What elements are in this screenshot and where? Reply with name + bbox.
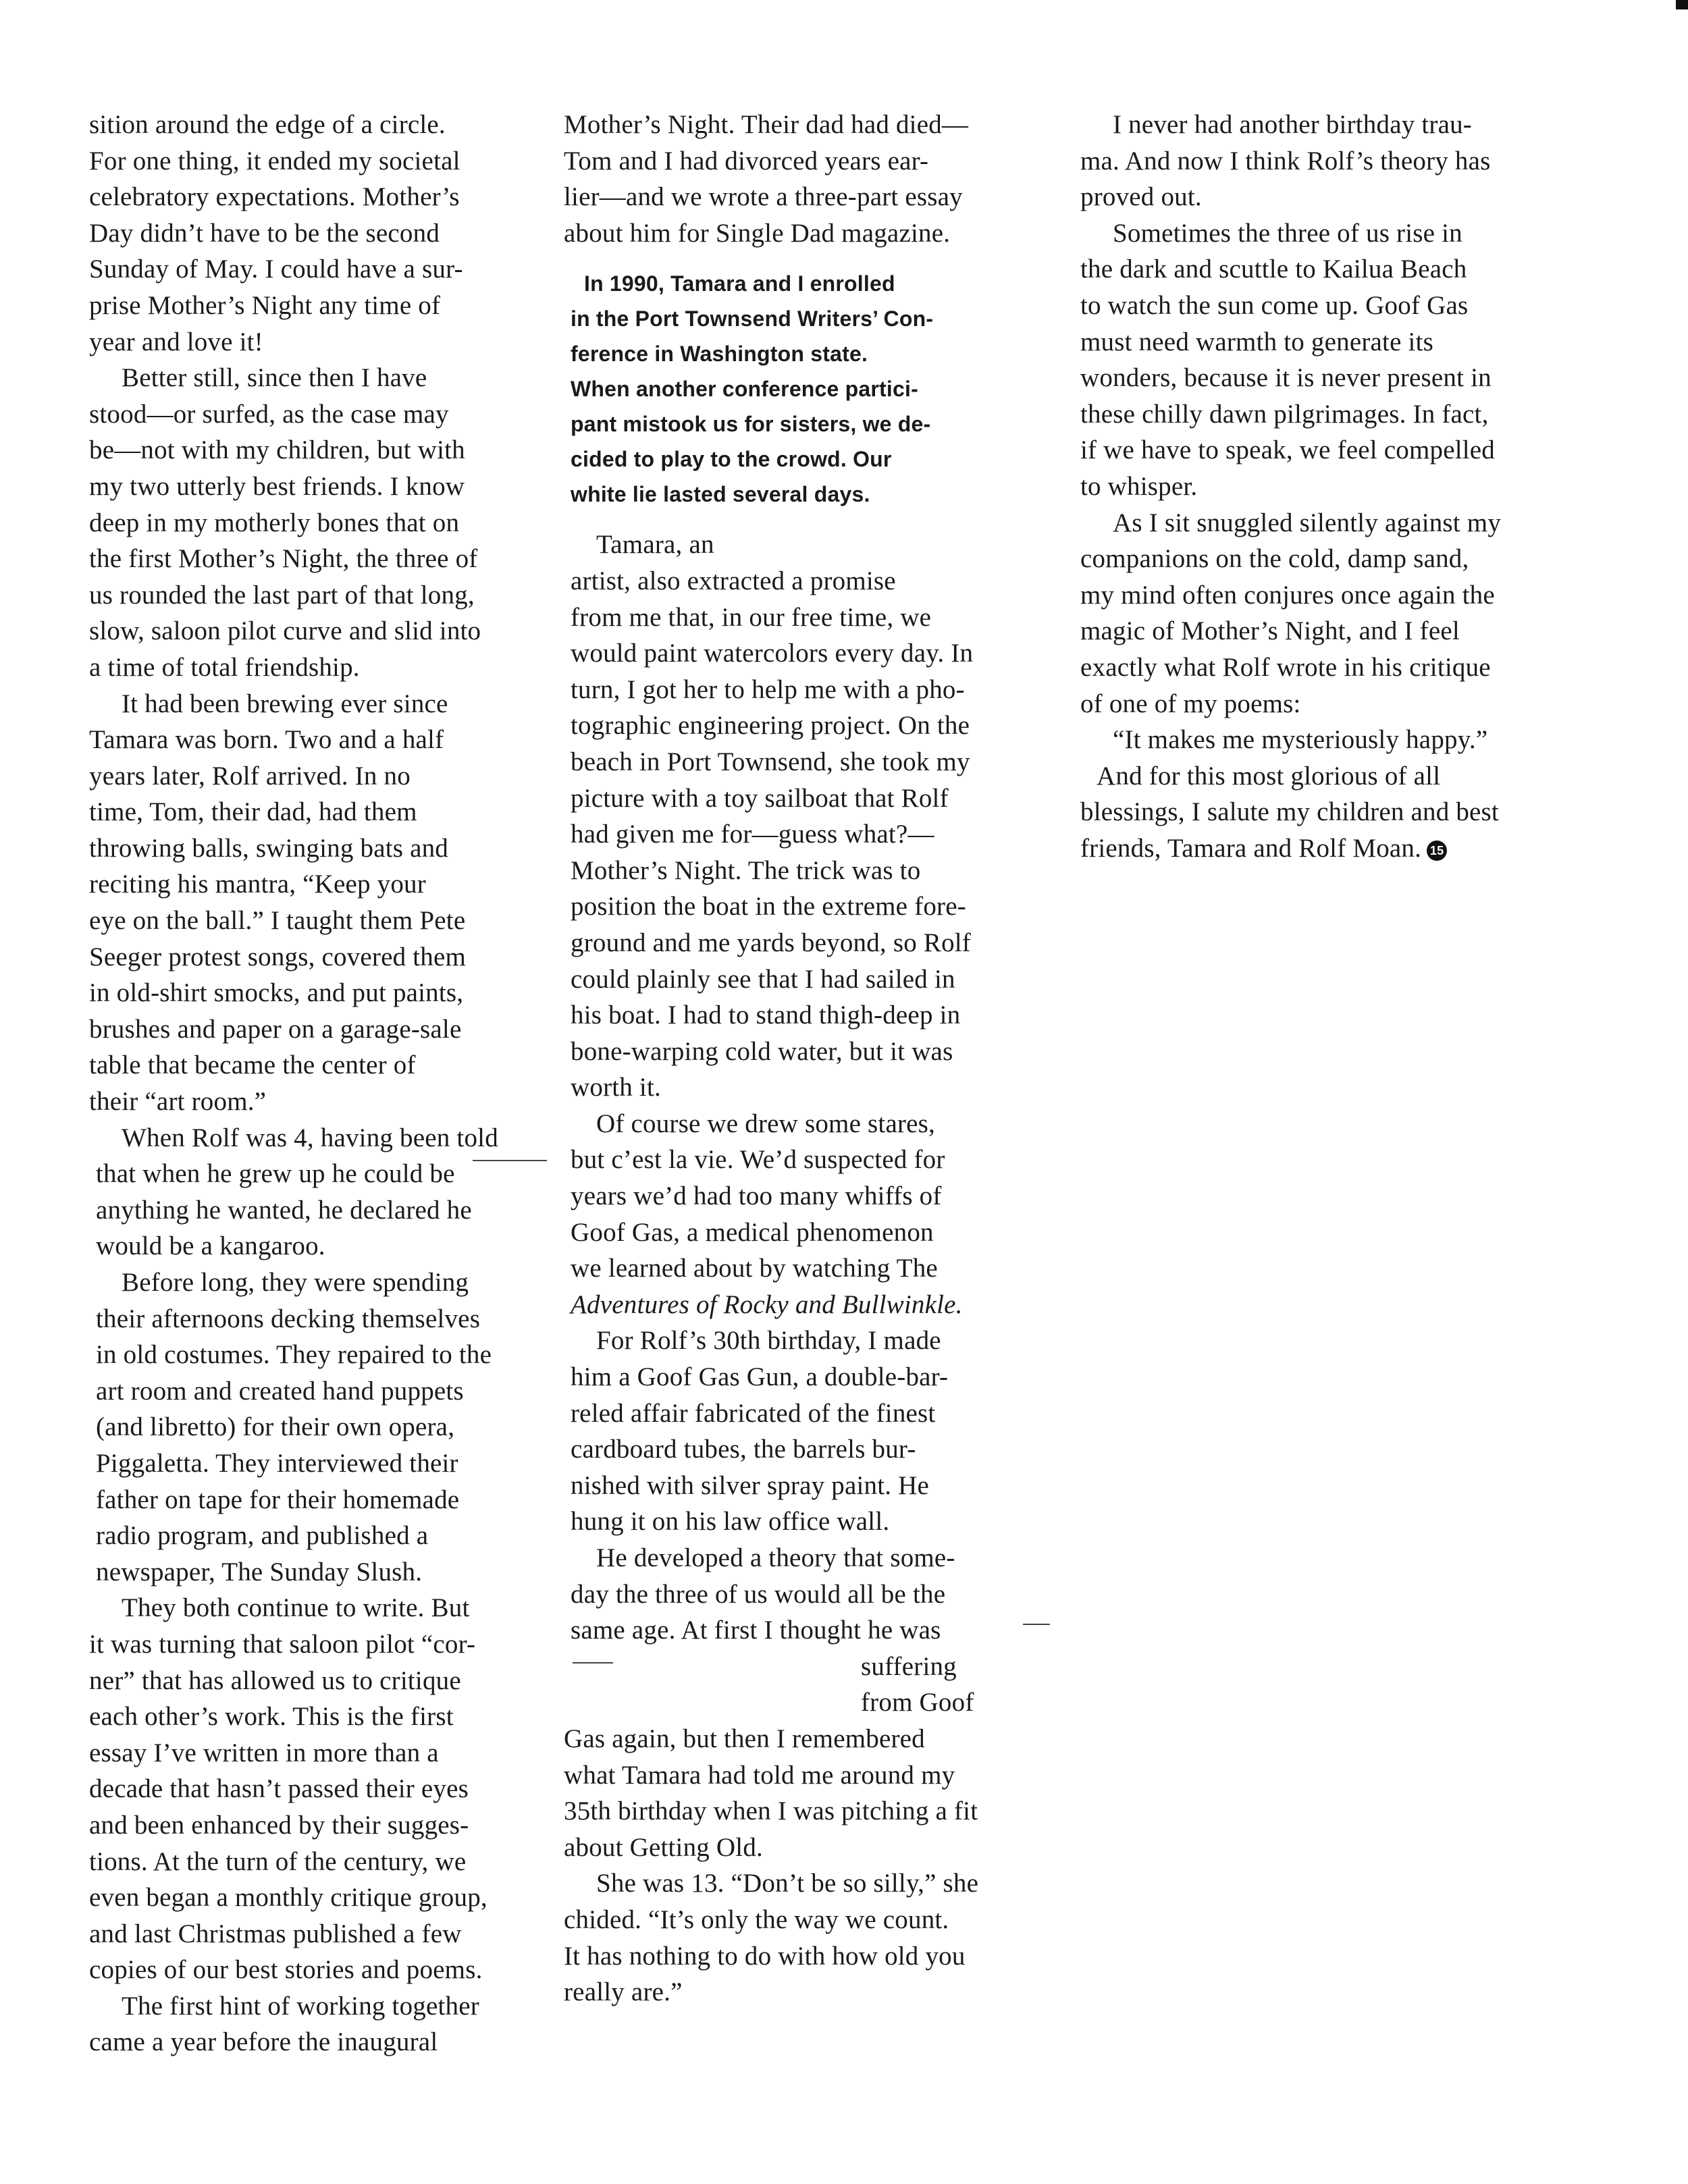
text-line: to whisper. xyxy=(1080,471,1198,501)
text-line: essay I’ve written in more than a xyxy=(89,1738,439,1767)
text-line: cardboard tubes, the barrels bur- xyxy=(571,1435,916,1464)
text-line: artist, also extracted a promise xyxy=(571,566,896,595)
pull-quote-line: cided to play to the crowd. Our xyxy=(571,447,892,472)
text-line: stood—or surfed, as the case may xyxy=(89,399,449,429)
text-line: newspaper, The Sunday Slush. xyxy=(96,1557,423,1587)
text-line: a time of total friendship. xyxy=(89,652,360,682)
text-line: the dark and scuttle to Kailua Beach xyxy=(1080,255,1467,284)
text-line: Seeger protest songs, covered them xyxy=(89,942,467,971)
paragraph-start: Of course we drew some stares, xyxy=(596,1109,935,1138)
text-line: throwing balls, swinging bats and xyxy=(89,833,448,863)
paragraph-start: Sometimes the three of us rise in xyxy=(1113,218,1462,248)
text-line: nished with silver spray paint. He xyxy=(571,1470,930,1500)
text-line: really are.” xyxy=(564,1977,683,2007)
text-line: their “art room.” xyxy=(89,1087,267,1117)
text-line: tions. At the turn of the century, we xyxy=(89,1846,467,1876)
text-line: him a Goof Gas Gun, a double-bar- xyxy=(571,1362,949,1392)
text-line: us rounded the last part of that long, xyxy=(89,580,475,610)
text-column-2 xyxy=(564,107,1050,2010)
pull-quote-line: In 1990, Tamara and I enrolled xyxy=(584,271,895,296)
text-column-1 xyxy=(89,107,562,2060)
text-line: ground and me yards beyond, so Rolf xyxy=(571,928,971,957)
text-line: in old-shirt smocks, and put paints, xyxy=(89,978,464,1008)
text-line: deep in my motherly bones that on xyxy=(89,508,460,537)
text-line: could plainly see that I had sailed in xyxy=(571,964,955,994)
text-line: if we have to speak, we feel compelled xyxy=(1080,435,1496,465)
text-line: and been enhanced by their sugges- xyxy=(89,1810,469,1840)
text-line: 35th birthday when I was pitching a fit xyxy=(564,1796,978,1826)
text-line: father on tape for their homemade xyxy=(96,1485,460,1514)
text-line: but c’est la vie. We’d suspected for xyxy=(571,1145,945,1175)
text-line: his boat. I had to stand thigh-deep in xyxy=(571,1001,961,1030)
text-line: magic of Mother’s Night, and I feel xyxy=(1080,616,1460,646)
paragraph-start: Before long, they were spending xyxy=(122,1268,469,1297)
scan-corner-mark xyxy=(1676,0,1688,9)
text-line: decade that hasn’t passed their eyes xyxy=(89,1774,469,1804)
scan-rule xyxy=(573,1662,613,1663)
pull-quote-line: in the Port Townsend Writers’ Con- xyxy=(571,307,934,331)
text-line: about him for Single Dad magazine. xyxy=(564,218,951,248)
text-line: these chilly dawn pilgrimages. In fact, xyxy=(1080,399,1489,429)
text-line: Day didn’t have to be the second xyxy=(89,218,440,248)
text-line: Gas again, but then I remembered xyxy=(564,1724,925,1753)
text-line: turn, I got her to help me with a pho- xyxy=(571,674,965,704)
text-line: that when he grew up he could be xyxy=(96,1159,455,1189)
text-line: came a year before the inaugural xyxy=(89,2027,438,2057)
text-line: what Tamara had told me around my xyxy=(564,1760,955,1790)
text-line: the first Mother’s Night, the three of xyxy=(89,544,478,574)
text-line: from Goof xyxy=(861,1688,974,1717)
text-line: about Getting Old. xyxy=(564,1832,763,1862)
text-line: Piggaletta. They interviewed their xyxy=(96,1448,458,1478)
text-line: reciting his mantra, “Keep your xyxy=(89,870,426,899)
text-line: position the boat in the extreme fore- xyxy=(571,892,966,922)
text-line: exactly what Rolf wrote in his critique xyxy=(1080,652,1491,682)
text-line: from me that, in our free time, we xyxy=(571,602,932,632)
paragraph-start: When Rolf was 4, having been told xyxy=(122,1123,498,1152)
text-line: we learned about by watching The xyxy=(571,1254,938,1283)
paragraph-start: And for this most glorious of all xyxy=(1097,761,1441,791)
text-line: Adventures of Rocky and Bullwinkle. xyxy=(571,1289,963,1319)
text-line: brushes and paper on a garage-sale xyxy=(89,1014,462,1044)
text-line: anything he wanted, he declared he xyxy=(96,1195,472,1225)
pull-quote-line: white lie lasted several days. xyxy=(571,482,870,507)
text-line: copies of our best stories and poems. xyxy=(89,1955,483,1985)
text-line: each other’s work. This is the first xyxy=(89,1702,454,1732)
text-line: slow, saloon pilot curve and slid into xyxy=(89,616,481,646)
text-line: Tom and I had divorced years ear- xyxy=(564,146,929,176)
text-line: Goof Gas, a medical phenomenon xyxy=(571,1217,934,1247)
paragraph-start: They both continue to write. But xyxy=(122,1593,470,1623)
text-line: blessings, I salute my children and best xyxy=(1080,797,1499,827)
paragraph-start: She was 13. “Don’t be so silly,” she xyxy=(596,1869,979,1898)
text-line: even began a monthly critique group, xyxy=(89,1883,487,1913)
text-line: sition around the edge of a circle. xyxy=(89,110,446,139)
text-line: had given me for—guess what?— xyxy=(571,820,934,849)
pull-quote-line: ference in Washington state. xyxy=(571,342,868,367)
paragraph-start: He developed a theory that some- xyxy=(596,1543,955,1572)
text-line: worth it. xyxy=(571,1073,661,1102)
end-mark-icon: 15 xyxy=(1427,841,1447,861)
text-line: it was turning that saloon pilot “cor- xyxy=(89,1629,476,1659)
quote-line: “It makes me mysteriously happy.” xyxy=(1113,725,1488,755)
text-line: chided. “It’s only the way we count. xyxy=(564,1905,949,1934)
text-line: reled affair fabricated of the finest xyxy=(571,1398,936,1428)
paragraph-start: Tamara, an xyxy=(596,530,714,560)
final-line xyxy=(1080,830,1566,867)
text-line: day the three of us would all be the xyxy=(571,1579,946,1609)
text-line: same age. At first I thought he was xyxy=(571,1616,941,1645)
paragraph-start: For Rolf’s 30th birthday, I made xyxy=(596,1326,941,1356)
paragraph-start: I never had another birthday trau- xyxy=(1113,110,1472,139)
text-line: would paint watercolors every day. In xyxy=(571,639,974,668)
text-line: to watch the sun come up. Goof Gas xyxy=(1080,290,1469,320)
text-line: It has nothing to do with how old you xyxy=(564,1941,966,1971)
text-line: eye on the ball.” I taught them Pete xyxy=(89,906,466,936)
text-line: companions on the cold, damp sand, xyxy=(1080,544,1469,574)
text-line: would be a kangaroo. xyxy=(96,1231,325,1261)
text-line: proved out. xyxy=(1080,182,1202,212)
text-line: art room and created hand puppets xyxy=(96,1376,464,1406)
text-line: For one thing, it ended my societal xyxy=(89,146,460,176)
text-line: beach in Port Townsend, she took my xyxy=(571,747,970,776)
paragraph-start: It had been brewing ever since xyxy=(122,689,448,718)
text-line: years we’d had too many whiffs of xyxy=(571,1181,942,1211)
text-line: in old costumes. They repaired to the xyxy=(96,1340,492,1370)
text-line: Sunday of May. I could have a sur- xyxy=(89,255,463,284)
pull-quote-line: pant mistook us for sisters, we de- xyxy=(571,412,931,437)
pull-quote xyxy=(564,266,1050,512)
text-line: of one of my poems: xyxy=(1080,689,1301,718)
scan-rule xyxy=(1023,1624,1050,1625)
text-line: celebratory expectations. Mother’s xyxy=(89,182,460,212)
text-line: year and love it! xyxy=(89,327,263,356)
text-line: must need warmth to generate its xyxy=(1080,327,1433,356)
text-line: be—not with my children, but with xyxy=(89,435,465,465)
text-line: (and libretto) for their own opera, xyxy=(96,1412,455,1442)
text-line: years later, Rolf arrived. In no xyxy=(89,761,411,791)
text-line: and last Christmas published a few xyxy=(89,1919,462,1948)
text-line: picture with a toy sailboat that Rolf xyxy=(571,783,949,813)
text-line: Mother’s Night. The trick was to xyxy=(571,855,921,885)
text-line: my mind often conjures once again the xyxy=(1080,580,1495,610)
text-line: time, Tom, their dad, had them xyxy=(89,797,417,827)
text-line: ma. And now I think Rolf’s theory has xyxy=(1080,146,1491,176)
paragraph-start: As I sit snuggled silently against my xyxy=(1113,508,1502,537)
text-line: Mother’s Night. Their dad had died— xyxy=(564,110,969,139)
text-line: tographic engineering project. On the xyxy=(571,711,970,741)
text-line: friends, Tamara and Rolf Moan. xyxy=(1080,833,1422,863)
text-column-3 xyxy=(1080,107,1566,866)
text-line: lier—and we wrote a three-part essay xyxy=(564,182,963,212)
text-line: bone-warping cold water, but it was xyxy=(571,1036,953,1066)
text-line: prise Mother’s Night any time of xyxy=(89,290,441,320)
paragraph-start: The first hint of working together xyxy=(122,1991,479,2021)
scan-rule xyxy=(473,1160,547,1161)
text-line: ner” that has allowed us to critique xyxy=(89,1666,461,1695)
text-line: hung it on his law office wall. xyxy=(571,1507,890,1537)
text-line: their afternoons decking themselves xyxy=(96,1304,481,1333)
text-line: wonders, because it is never present in xyxy=(1080,363,1492,393)
paragraph-start: Better still, since then I have xyxy=(122,363,427,393)
text-line: table that became the center of xyxy=(89,1050,416,1080)
text-line: my two utterly best friends. I know xyxy=(89,471,465,501)
text-line: Tamara was born. Two and a half xyxy=(89,725,444,755)
text-line: radio program, and published a xyxy=(96,1521,429,1551)
text-line: suffering xyxy=(861,1651,957,1681)
pull-quote-line: When another conference partici- xyxy=(571,377,918,402)
